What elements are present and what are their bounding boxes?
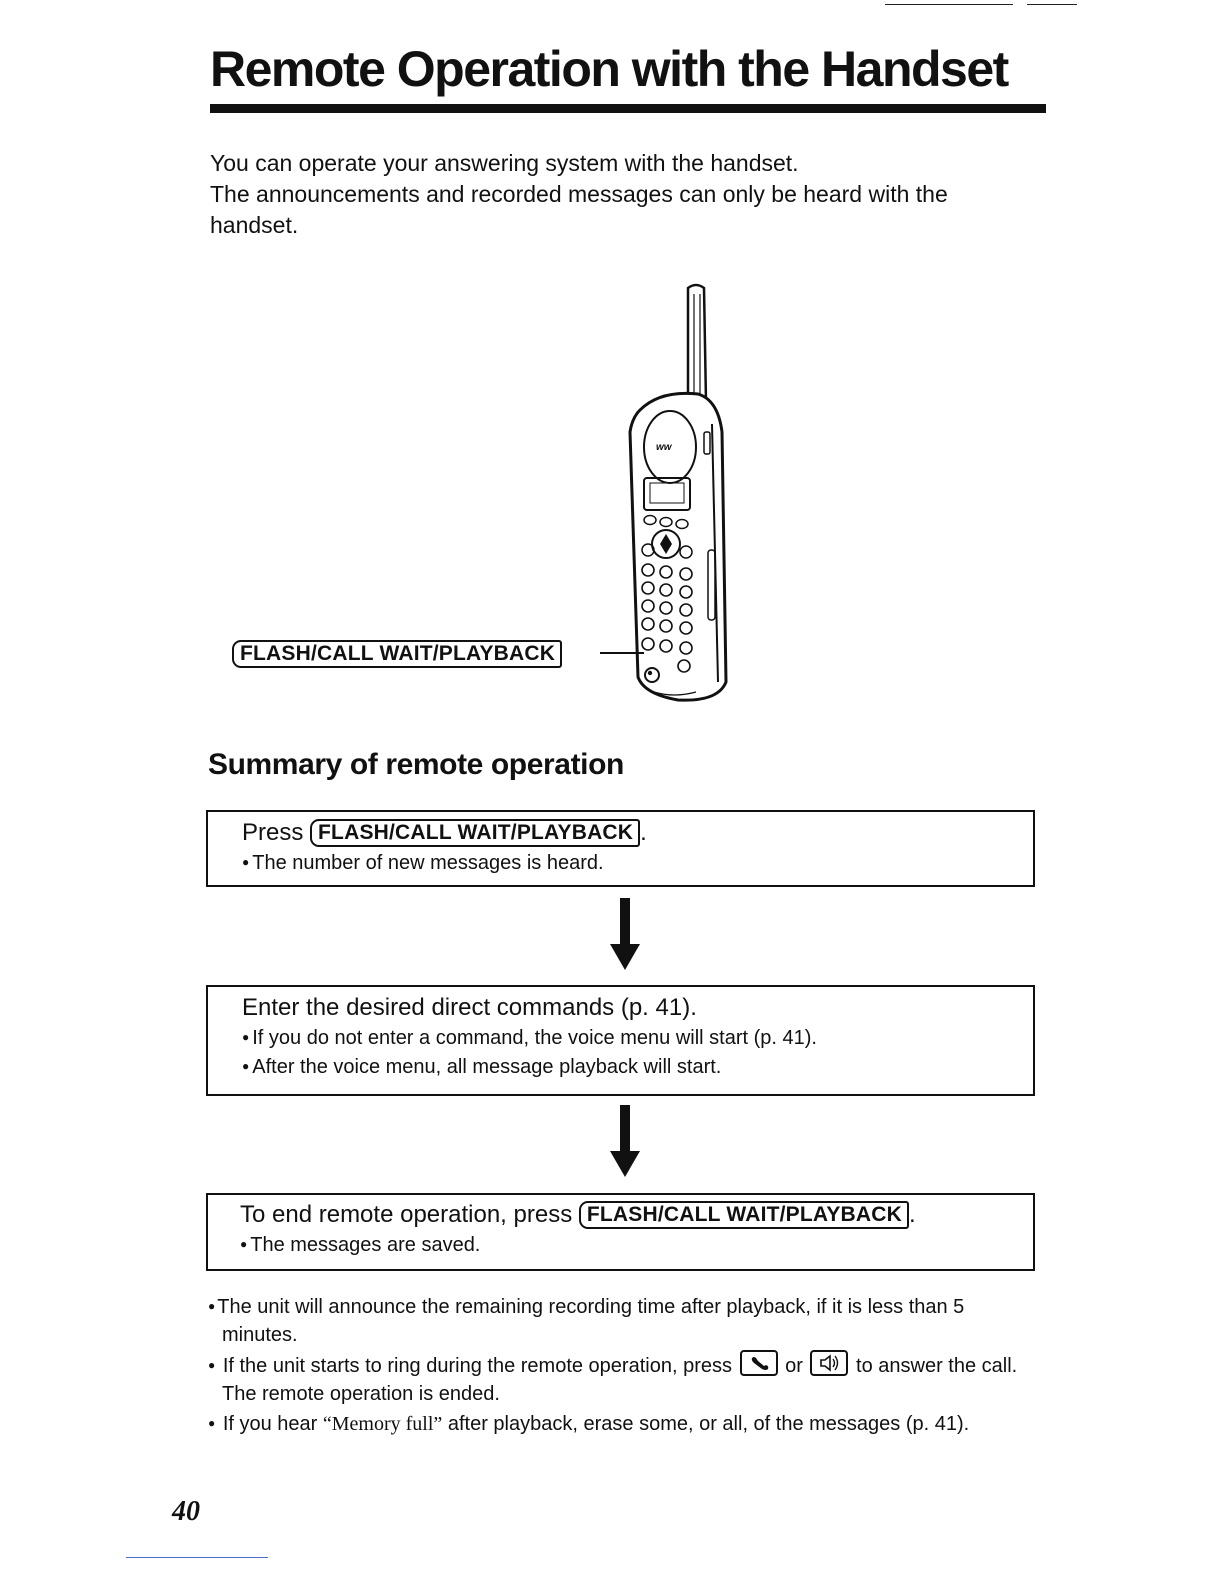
step-3-main [240, 1200, 1033, 1230]
down-arrow-icon [608, 1105, 642, 1179]
note-text: If you hear [222, 1413, 318, 1435]
memory-full-quote: “Memory full” [322, 1413, 443, 1435]
step-2-note: ● If you do not enter a command, the voice menu will start (p. 41). [242, 1023, 1033, 1052]
note-item [208, 1350, 1038, 1408]
intro-text [210, 148, 1040, 241]
intro-line: You can operate your answering system with the handset. [210, 150, 799, 176]
step-box-2 [206, 985, 1035, 1096]
step-box-1 [206, 810, 1035, 887]
corner-rule [1027, 4, 1077, 5]
step-1-main [242, 818, 1033, 848]
summary-heading: Summary of remote operation [208, 748, 624, 781]
step-1-note: ● The number of new messages is heard. [242, 848, 1033, 877]
speakerphone-icon [810, 1350, 848, 1376]
note-text: or [785, 1355, 803, 1377]
step-2-note: ● After the voice menu, all message playback will start. [242, 1052, 1033, 1081]
note-item: ● The unit will announce the remaining recording time after playback, if it is less than 5 minutes. [208, 1292, 1038, 1349]
note-text: If the unit starts to ring during the remote operation, press [222, 1355, 732, 1377]
flash-playback-key-label [232, 640, 562, 668]
down-arrow-icon [608, 898, 642, 972]
title-rule [210, 104, 1046, 113]
page-number: 40 [172, 1496, 200, 1527]
step-1-text: Press [242, 819, 304, 846]
step-3-period: . [909, 1201, 916, 1228]
notes-list [208, 1292, 1038, 1439]
intro-line: The announcements and recorded messages can only be heard with the handset. [210, 181, 948, 238]
page-title: Remote Operation with the Handset [210, 41, 1008, 97]
bottom-rule [126, 1557, 268, 1558]
phone-talk-icon [740, 1350, 778, 1376]
step-1-period: . [640, 819, 647, 846]
flash-playback-key: FLASH/CALL WAIT/PLAYBACK [232, 640, 562, 668]
note-text: after playback, erase some, or all, of the messages (p. 41). [447, 1413, 970, 1435]
svg-text:ww: ww [656, 442, 672, 453]
step-3-note: ● The messages are saved. [240, 1230, 1033, 1259]
note-item [208, 1409, 1038, 1438]
corner-rule [885, 4, 1013, 5]
handset-illustration [600, 282, 740, 707]
step-box-3 [206, 1193, 1035, 1271]
flash-playback-key: FLASH/CALL WAIT/PLAYBACK [579, 1201, 909, 1229]
note-text: to answer the call. The remote operation is ended. [222, 1355, 1018, 1405]
step-2-main: Enter the desired direct commands (p. 41). [242, 994, 697, 1021]
flash-playback-key: FLASH/CALL WAIT/PLAYBACK [310, 819, 640, 847]
step-3-text: To end remote operation, press [240, 1201, 573, 1228]
